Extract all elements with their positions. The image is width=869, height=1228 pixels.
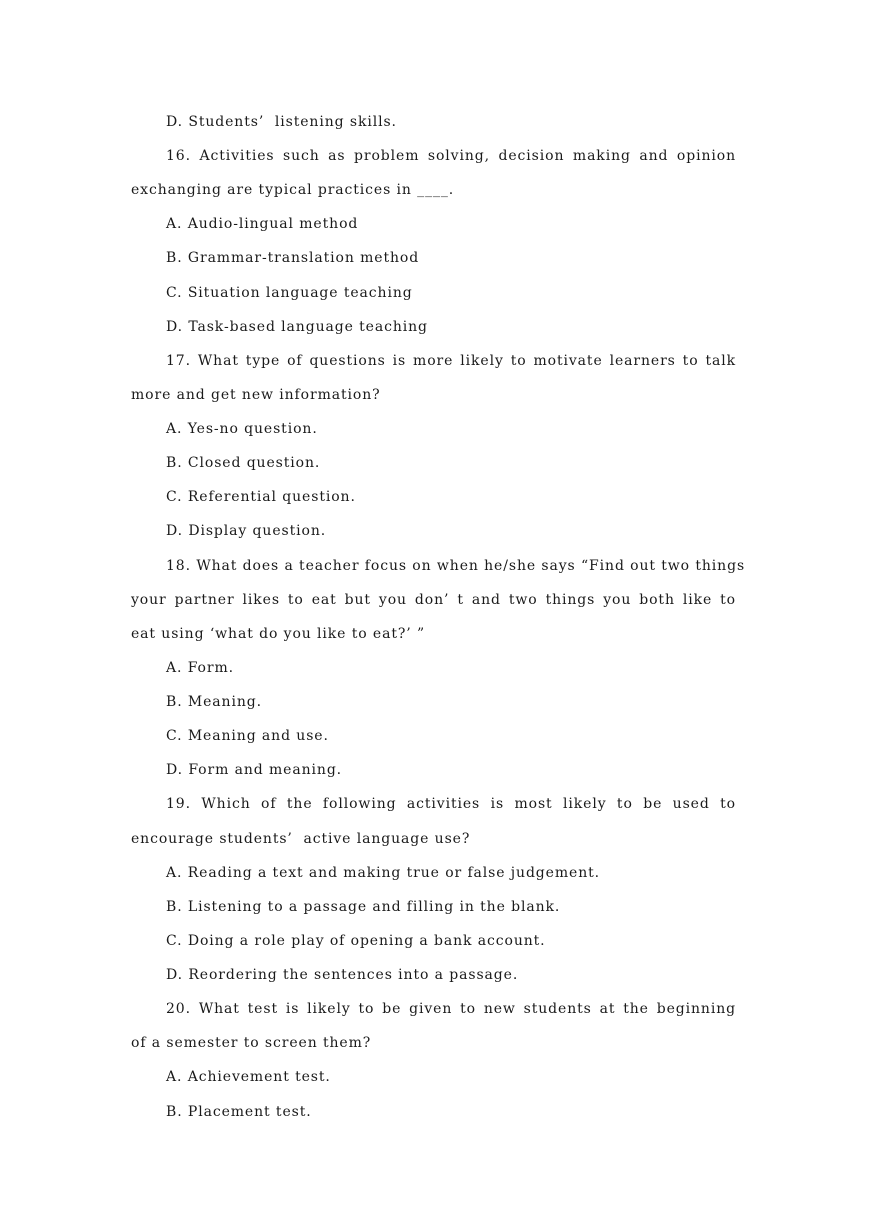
option-17c: C. Referential question. — [166, 489, 356, 505]
question-18-stem: 18. What does a teacher focus on when he/she says “Find out two things — [166, 558, 746, 574]
option-17d: D. Display question. — [166, 523, 327, 539]
question-18-stem-cont: your partner likes to eat but you don’ t and two things you both like to — [131, 592, 736, 608]
option-18a: A. Form. — [166, 660, 235, 676]
option-16c: C. Situation language teaching — [166, 285, 413, 301]
option-17b: B. Closed question. — [166, 455, 321, 471]
option-18c: C. Meaning and use. — [166, 728, 329, 744]
option-20a: A. Achievement test. — [166, 1069, 331, 1085]
question-16-stem-cont: exchanging are typical practices in ____. — [131, 182, 455, 198]
question-19-stem: 19. Which of the following activities is most likely to be used to — [166, 796, 736, 812]
option-15d: D. Students’ listening skills. — [166, 114, 397, 130]
question-20-stem-cont: of a semester to screen them? — [131, 1035, 372, 1051]
option-18b: B. Meaning. — [166, 694, 262, 710]
option-18d: D. Form and meaning. — [166, 762, 343, 778]
question-19-stem-cont: encourage students’ active language use? — [131, 831, 471, 847]
option-19d: D. Reordering the sentences into a passage. — [166, 967, 519, 983]
option-16a: A. Audio-lingual method — [166, 216, 359, 232]
option-20b: B. Placement test. — [166, 1104, 312, 1120]
option-16b: B. Grammar-translation method — [166, 250, 420, 266]
option-17a: A. Yes-no question. — [166, 421, 318, 437]
option-19c: C. Doing a role play of opening a bank account. — [166, 933, 546, 949]
question-17-stem-cont: more and get new information? — [131, 387, 381, 403]
question-17-stem: 17. What type of questions is more likely to motivate learners to talk — [166, 353, 736, 369]
question-20-stem: 20. What test is likely to be given to new students at the beginning — [166, 1001, 736, 1017]
question-16-stem: 16. Activities such as problem solving, decision making and opinion — [166, 148, 736, 164]
question-18-stem-end: eat using ‘what do you like to eat?’ ” — [131, 626, 426, 642]
option-19b: B. Listening to a passage and filling in the blank. — [166, 899, 561, 915]
option-16d: D. Task-based language teaching — [166, 319, 428, 335]
option-19a: A. Reading a text and making true or false judgement. — [166, 865, 601, 881]
